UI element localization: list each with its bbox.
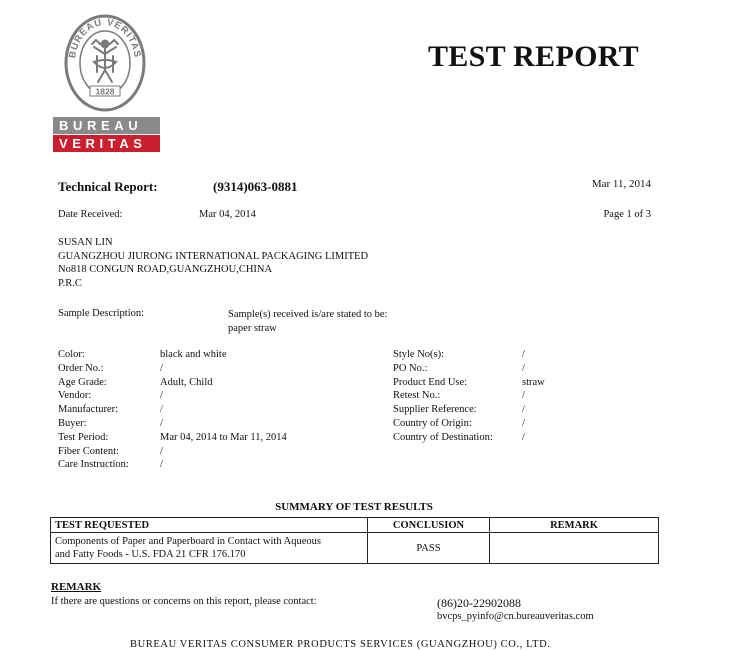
date-received-value: Mar 04, 2014 — [199, 209, 256, 220]
fiber-content-label: Fiber Content: — [58, 445, 119, 457]
column-header-test-requested: TEST REQUESTED — [51, 518, 368, 533]
po-no-value: / — [522, 362, 525, 374]
details-left-labels — [58, 348, 129, 472]
table-row — [51, 533, 659, 564]
order-no-label: Order No.: — [58, 362, 104, 374]
product-end-use-value: straw — [522, 376, 545, 388]
country-of-origin-label: Country of Origin: — [393, 417, 472, 429]
buyer-label: Buyer: — [58, 417, 87, 429]
sample-statement: Sample(s) received is/are stated to be: — [228, 309, 388, 320]
test-name-line: Components of Paper and Paperboard in Contact with Aqueous — [55, 536, 321, 547]
style-no-label: Style No(s): — [393, 349, 445, 360]
manufacturer-label: Manufacturer: — [58, 404, 119, 416]
bureau-veritas-seal-logo — [64, 14, 146, 112]
contact-phone: (86)20-22902088 — [437, 596, 521, 610]
remark-cell — [490, 533, 659, 564]
details-left-values — [160, 348, 287, 472]
test-requested-cell — [51, 533, 368, 564]
remark-heading: REMARK — [51, 581, 102, 593]
manufacturer-value: / — [160, 404, 163, 416]
vendor-value: / — [160, 390, 163, 402]
product-end-use-label: Product End Use: — [393, 376, 468, 388]
color-value: black and white — [160, 349, 227, 360]
technical-report-label: Technical Report: — [58, 179, 158, 194]
applicant-address — [58, 236, 368, 290]
retest-no-label: Retest No.: — [393, 390, 441, 402]
report-number: (9314)063-0881 — [213, 179, 298, 194]
supplier-reference-label: Supplier Reference: — [393, 404, 477, 416]
age-grade-label: Age Grade: — [58, 376, 107, 388]
report-title: TEST REPORT — [428, 40, 639, 73]
details-right-values — [522, 348, 545, 445]
sample-description — [228, 308, 387, 335]
order-no-value: / — [160, 362, 163, 374]
seal-year-text: 1828 — [95, 86, 115, 97]
applicant-line: P.R.C — [58, 277, 82, 289]
test-period-value: Mar 04, 2014 to Mar 11, 2014 — [160, 431, 287, 443]
column-header-conclusion: CONCLUSION — [368, 518, 490, 533]
age-grade-value: Adult, Child — [160, 376, 213, 388]
logo-band-bureau: BUREAU — [53, 117, 160, 134]
details-right-labels — [393, 348, 493, 445]
country-of-destination-label: Country of Destination: — [393, 431, 493, 443]
country-of-origin-value: / — [522, 417, 525, 429]
logo-band-veritas: VERITAS — [53, 135, 160, 152]
column-header-remark: REMARK — [490, 518, 659, 533]
style-no-value: / — [522, 349, 525, 360]
seal-name-text: BUREAU VERITAS — [67, 16, 143, 59]
vendor-label: Vendor: — [58, 390, 92, 402]
care-instruction-value: / — [160, 459, 163, 471]
applicant-line: SUSAN LIN — [58, 237, 113, 248]
test-name-line: and Fatty Foods - U.S. FDA 21 CFR 176.170 — [55, 549, 246, 560]
applicant-line: No818 CONGUN ROAD,GUANGZHOU,CHINA — [58, 264, 273, 275]
sample-value: paper straw — [228, 322, 277, 334]
retest-no-value: / — [522, 390, 525, 402]
sample-description-label: Sample Description: — [58, 308, 145, 319]
date-received-label: Date Received: — [58, 209, 123, 220]
color-label: Color: — [58, 349, 85, 360]
supplier-reference-value: / — [522, 404, 525, 416]
country-of-destination-value: / — [522, 431, 525, 443]
fiber-content-value: / — [160, 445, 163, 457]
summary-title: SUMMARY OF TEST RESULTS — [275, 501, 433, 513]
remark-text: If there are questions or concerns on this report, please contact: — [51, 596, 317, 607]
summary-table — [50, 517, 659, 564]
footer-company-name: BUREAU VERITAS CONSUMER PRODUCTS SERVICES (GUANGZHOU) CO., LTD. — [130, 639, 551, 650]
buyer-value: / — [160, 417, 163, 429]
report-date: Mar 11, 2014 — [591, 178, 651, 190]
po-no-label: PO No.: — [393, 362, 428, 374]
care-instruction-label: Care Instruction: — [58, 459, 129, 471]
summary-header-row — [51, 518, 659, 533]
page-info: Page 1 of 3 — [603, 209, 651, 220]
test-period-label: Test Period: — [58, 431, 109, 443]
contact-email: bvcps_pyinfo@cn.bureauveritas.com — [437, 611, 594, 622]
applicant-line: GUANGZHOU JIURONG INTERNATIONAL PACKAGING LIMITED — [58, 250, 369, 262]
conclusion-cell: PASS — [368, 533, 490, 564]
